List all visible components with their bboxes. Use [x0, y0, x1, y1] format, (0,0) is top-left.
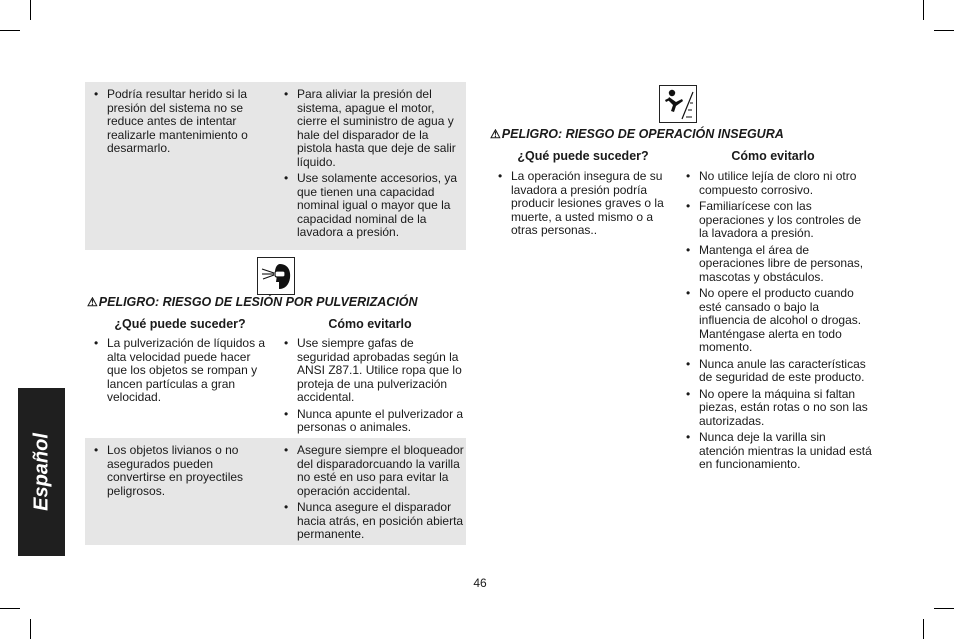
list-item: • Nunca anule las características de seguridad de este producto. — [686, 358, 872, 385]
crop-mark — [923, 619, 924, 639]
crop-mark — [934, 30, 954, 31]
list-item: • Use solamente accesorios, ya que tienen una capacidad nominal igual o mayor que la capacidad nominal de la lavadora a presión. — [284, 172, 464, 240]
list-item: • No opere el producto cuando esté cansado o bajo la influencia de alcohol o drogas. Manténgase alerta en todo momento. — [686, 287, 872, 355]
crop-mark — [0, 608, 20, 609]
spray-row2-right-list — [284, 444, 466, 545]
warning-icon: ⚠ — [87, 295, 98, 309]
list-item: • Nunca deje la varilla sin atención mientras la unidad está en funcionamiento. — [686, 431, 872, 472]
list-item: • Podría resultar herido si la presión del sistema no se reduce antes de intentar realizarle mantenimiento o desarmarlo. — [94, 88, 264, 156]
top-left-list — [94, 88, 264, 159]
list-item: • No utilice lejía de cloro ni otro compuesto corrosivo. — [686, 170, 872, 197]
language-tab-label: Español — [30, 433, 52, 511]
page-number: 46 — [473, 576, 487, 590]
spray-row1-right-list — [284, 337, 466, 438]
list-item: • Use siempre gafas de seguridad aprobadas según la ANSI Z87.1. Utilice ropa que lo proteja de una pulverización accidental. — [284, 337, 466, 405]
list-item: • Nunca apunte el pulverizador a personas o animales. — [284, 408, 466, 435]
list-item: • Para aliviar la presión del sistema, apague el motor, cierre el suministro de agua y hale del disparador de la pistola hasta que deje de salir líquido. — [284, 88, 464, 169]
goggles-face-icon — [257, 257, 295, 295]
list-item: • Los objetos livianos o no asegurados pueden convertirse en proyectiles peligrosos. — [94, 444, 264, 498]
spray-col-how: Cómo evitarlo — [328, 317, 412, 331]
list-item: • No opere la máquina si faltan piezas, están rotas o no son las autorizadas. — [686, 388, 872, 429]
operation-heading-text: PELIGRO: RIESGO DE OPERACIÓN INSEGURA — [501, 127, 784, 141]
crop-mark — [934, 608, 954, 609]
language-tab — [18, 388, 65, 556]
crop-mark — [30, 0, 31, 20]
operation-danger-heading — [490, 127, 784, 141]
list-item: • La pulverización de líquidos a alta velocidad puede hacer que los objetos se rompan y lancen partículas a gran velocidad. — [94, 337, 272, 405]
warning-icon: ⚠ — [490, 127, 501, 141]
list-item: • Familiarícese con las operaciones y los controles de la lavadora a presión. — [686, 200, 872, 241]
list-item: • Nunca asegure el disparador hacia atrás, en posición abierta permanente. — [284, 501, 466, 542]
spray-row2-left-list — [94, 444, 264, 501]
top-right-list — [284, 88, 464, 243]
operation-col-what: ¿Qué puede suceder? — [517, 149, 649, 163]
operation-left-list — [498, 170, 670, 241]
spray-col-what: ¿Qué puede suceder? — [114, 317, 246, 331]
spray-heading-text: PELIGRO: RIESGO DE LESIÓN POR PULVERIZACIÓN — [98, 295, 418, 309]
spray-row1-left-list — [94, 337, 272, 408]
list-item: • Mantenga el área de operaciones libre de personas, mascotas y obstáculos. — [686, 244, 872, 285]
spray-danger-heading — [87, 295, 418, 309]
person-slipping-icon — [659, 85, 697, 123]
operation-col-how: Cómo evitarlo — [731, 149, 815, 163]
list-item: • La operación insegura de su lavadora a presión podría producir lesiones graves o la muerte, a usted mismo o a otras personas.. — [498, 170, 670, 238]
crop-mark — [0, 30, 20, 31]
list-item: • Asegure siempre el bloqueador del disparadorcuando la varilla no esté en uso para evitar la operación accidental. — [284, 444, 466, 498]
crop-mark — [30, 619, 31, 639]
operation-right-list — [686, 170, 872, 475]
crop-mark — [923, 0, 924, 20]
